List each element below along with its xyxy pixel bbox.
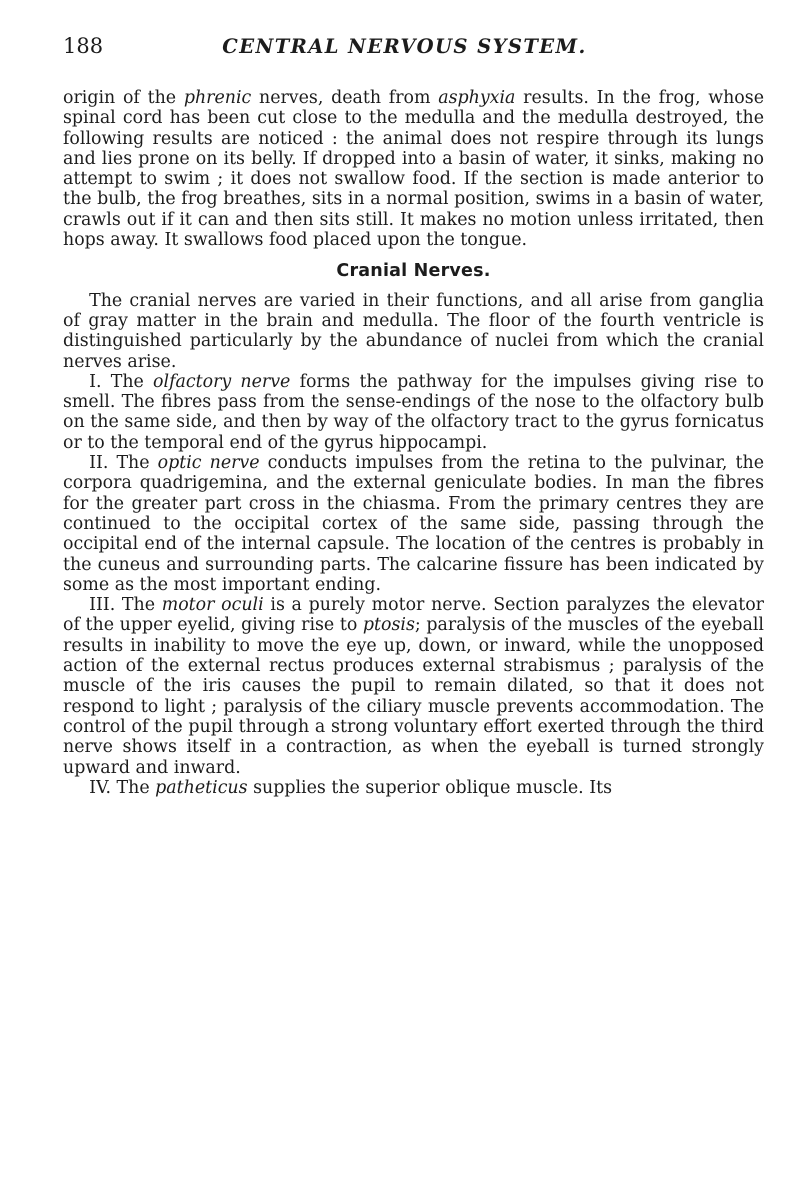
body-text	[63, 88, 764, 798]
text-run: origin of the	[63, 88, 184, 108]
term-phrenic: phrenic	[183, 88, 252, 108]
paragraph-motor-oculi	[63, 595, 764, 778]
running-head	[63, 34, 764, 62]
text-run: supplies the superior oblique muscle. Its	[247, 777, 613, 798]
section-heading: Cranial Nerves.	[336, 261, 491, 282]
text-run: conducts impulses from the retina to the pulvinar, the corpora quadrigemina, and the external geniculate bodies. In man the fibres for the greater part cross in the chiasma. From the primary centres they are continued to the occipital cortex of the same side, passing through the occipital end of the internal capsule. The location of the centres is probably in the cuneus and surrounding parts. The calcarine fissure has been indicated by some as the most important ending.	[63, 453, 764, 595]
term-motor-oculi: motor oculi	[161, 595, 264, 616]
text-run: ; paralysis of the muscles of the eyeball results in inability to move the eye up, down, or inward, while the unopposed action of the external rectus produces external strabismus ; paralysis of the muscle of the iris causes the pupil to remain dilated, so that it does not respond to light ; paralysis of the ciliary muscle prevents accommodation. The control of the pupil through a strong voluntary effort exerted through the third nerve shows itself in a contraction, as when the eyeball is turned strongly upward and inward.	[63, 615, 764, 778]
term-ptosis: ptosis	[362, 615, 415, 636]
text-run: results. In the frog, whose spinal cord has been cut close to the medulla and the medulla destroyed, the following results are noticed : the animal does not respire through its lungs and lies prone on its belly. If dropped into a basin of water, it sinks, making no attempt to swim ; it does not swallow food. If the section is made anterior to the bulb, the frog breathes, sits in a normal position, swims in a basin of water, crawls out if it can and then sits still. It makes no motion unless irritated, then hops away. It swallows food placed upon the tongue.	[63, 88, 764, 251]
text-run: III. The	[89, 595, 162, 616]
text-run: is a purely motor nerve. Section paralyzes the elevator of the upper eyelid, giving rise to	[63, 595, 764, 636]
term-olfactory-nerve: olfactory nerve	[153, 371, 291, 392]
paragraph-olfactory	[63, 372, 764, 453]
paragraph-continuation	[63, 88, 764, 250]
term-asphyxia: asphyxia	[438, 88, 516, 108]
paragraph-cranial-intro: The cranial nerves are varied in their functions, and all arise from ganglia of gray matter in the brain and medulla. The floor of the fourth ventricle is distinguished particularly by the abundance of nuclei from which the cranial nerves arise.	[63, 290, 764, 372]
text-run: I. The	[89, 371, 154, 392]
term-patheticus: patheticus	[155, 777, 248, 798]
text-run: forms the pathway for the impulses giving rise to smell. The fibres pass from the sense-endings of the nose to the olfactory bulb on the same side, and then by way of the olfactory tract to the gyrus fornicatus or to the temporal end of the gyrus hippocampi.	[63, 371, 765, 453]
header-title: CENTRAL NERVOUS SYSTEM.	[222, 35, 587, 58]
term-optic-nerve: optic nerve	[157, 453, 260, 474]
paragraph-patheticus	[63, 778, 764, 798]
text-run: nerves, death from	[251, 88, 439, 108]
text-run: IV. The	[89, 777, 156, 798]
paragraph-optic	[63, 453, 764, 595]
page-number: 188	[63, 34, 104, 58]
text-run: II. The	[89, 453, 158, 474]
